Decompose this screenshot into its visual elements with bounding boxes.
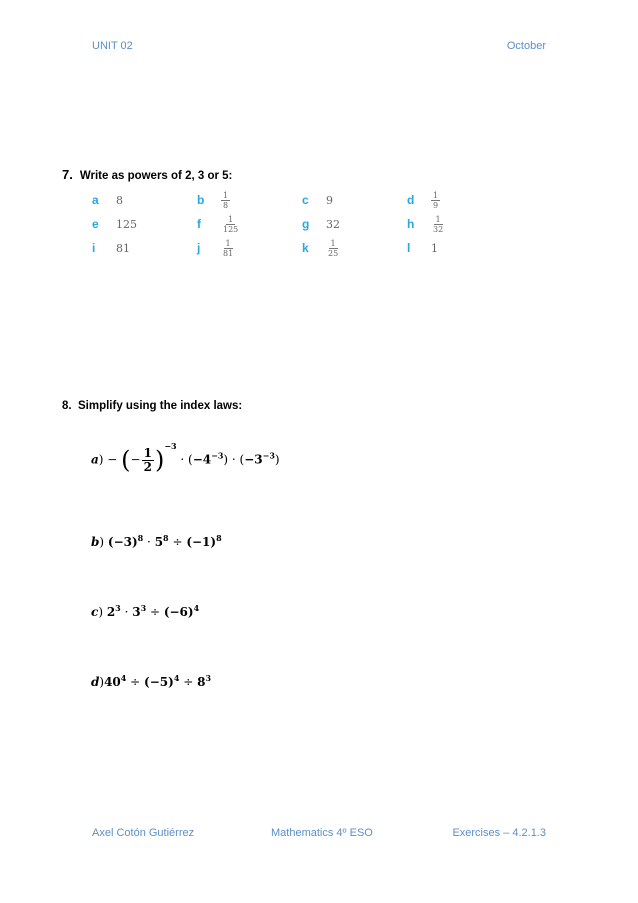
item-label: e [92,217,99,231]
question-8-title: Simplify using the index laws: [77,400,243,412]
item-value: 8 [116,193,123,207]
fraction-denominator: 25 [328,248,339,258]
item-value: 81 [116,241,130,255]
item-fraction [326,239,340,258]
expression-c: c) $2^3 \cdot 3^3 \div (-6)^4$ [91,603,200,619]
fraction-denominator: 125 [223,224,239,234]
item-value: 32 [326,217,340,231]
question-8 [62,400,242,412]
expression-a-fraction: $\frac{1}{2}$ [143,445,152,474]
question-7 [62,167,232,182]
item-g [302,217,407,231]
fraction-numerator: 1 [433,190,439,200]
fraction-numerator: 1 [223,190,229,200]
item-label: j [197,241,201,255]
item-label: c [302,193,309,207]
item-fraction [221,239,235,258]
item-row [92,236,512,260]
expression-b: b) $(-3)^8 \cdot 5^8 \div (-1)^8$ [91,533,222,549]
item-row [92,188,512,212]
item-e [92,217,197,231]
item-label: h [407,217,415,231]
item-f [197,215,302,234]
item-value: 125 [116,217,137,231]
item-fraction [431,215,445,234]
item-row [92,212,512,236]
item-c [302,193,407,207]
item-value: 1 [431,241,438,255]
item-d [407,191,512,210]
item-value: 9 [326,193,333,207]
fraction-denominator: 32 [433,224,444,234]
question-8-number: 8. [62,400,72,412]
fraction-numerator: 1 [330,238,336,248]
question-7-number: 7. [62,167,73,182]
expression-a-label: a [91,452,99,467]
fraction-denominator: 9 [433,200,439,210]
item-label: i [92,241,96,255]
item-label: d [407,193,415,207]
item-label: k [302,241,309,255]
fraction-numerator: 1 [435,214,441,224]
item-i [92,241,197,255]
item-label: a [92,193,99,207]
item-k [302,239,407,258]
header-month: October [506,40,546,52]
item-label: l [407,241,411,255]
item-fraction [221,191,230,210]
item-fraction [221,215,240,234]
header-unit: UNIT 02 [92,40,133,52]
item-h [407,215,512,234]
question-7-title: Write as powers of 2, 3 or 5: [79,170,233,182]
footer-exercise-id: Exercises – 4.2.1.3 [452,827,546,839]
question-7-items [92,188,512,260]
expression-d: $d)40^4 \div (-5)^4 \div 8^3$ [91,673,212,689]
footer-author: Axel Cotón Gutiérrez [92,827,195,839]
item-b [197,191,302,210]
item-j [197,239,302,258]
item-fraction [431,191,440,210]
footer-course: Mathematics 4º ESO [271,827,373,839]
fraction-numerator: 1 [225,238,231,248]
fraction-denominator: 81 [223,248,234,258]
item-a [92,193,197,207]
item-label: g [302,217,310,231]
item-label: f [197,217,201,231]
fraction-denominator: 8 [223,200,229,210]
expression-a: a) − (− $\frac{1}{2}$ )$^{-3} \cdot (-4^{-3}) \cdot (-3^{-3})$ [91,440,280,474]
fraction-numerator: 1 [228,214,234,224]
item-l [407,241,512,255]
item-label: b [197,193,205,207]
